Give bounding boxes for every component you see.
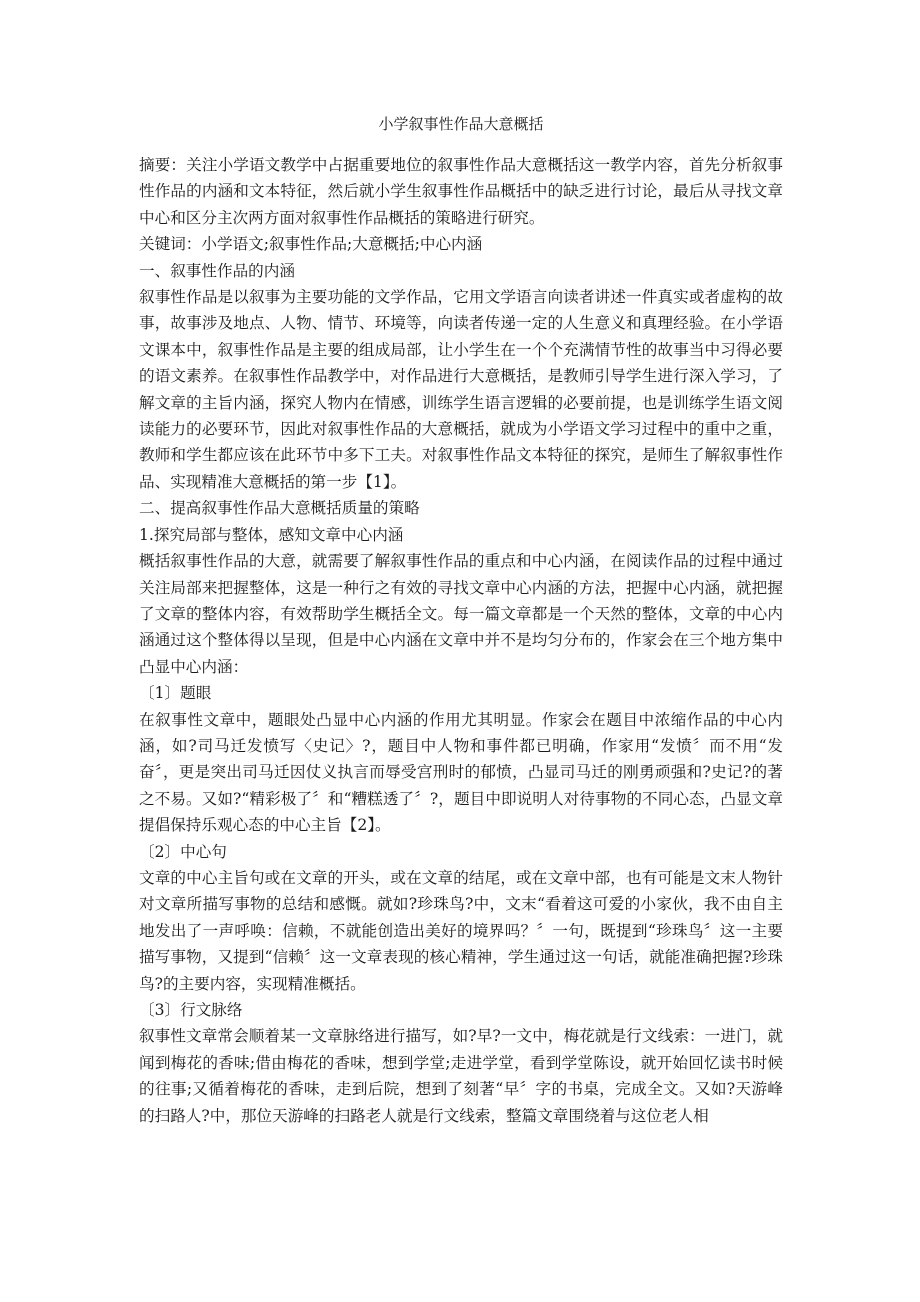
point-3-heading: 〔3〕行文脉络 bbox=[139, 1001, 243, 1019]
document-page bbox=[139, 112, 783, 1129]
abstract-paragraph: 摘要：关注小学语文教学中占据重要地位的叙事性作品大意概括这一教学内容，首先分析叙事性作品的内涵和文本特征，然后就小学生叙事性作品概括中的缺乏进行讨论，最后从寻找文章中心和区分主次两方面对叙事性作品概括的策略进行研究。 bbox=[139, 156, 783, 227]
point-1-heading: 〔1〕题眼 bbox=[139, 684, 212, 703]
document-title: 小学叙事性作品大意概括 bbox=[378, 115, 544, 133]
keywords-line: 关键词：小学语文;叙事性作品;大意概括;中心内涵 bbox=[139, 235, 483, 254]
point-1-paragraph: 在叙事性文章中，题眼处凸显中心内涵的作用尤其明显。作家会在题目中浓缩作品的中心内涵，如?司马迁发愤写〈史记〉?，题目中人物和事件都已明确，作家用“发愤〞而不用“发奋〞，更是突出司马迁因仗义执言而辱受宫刑时的郁愤，凸显司马迁的刚勇顽强和?史记?的著之不易。又如?“精彩极了〞和“糟糕透了〞?，题目中即说明人对待事物的不同心态，凸显文章提倡保持乐观心态的中心主旨【2】。 bbox=[139, 710, 783, 835]
section-1-paragraph: 叙事性作品是以叙事为主要功能的文学作品，它用文学语言向读者讲述一件真实或者虚构的故事，故事涉及地点、人物、情节、环境等，向读者传递一定的人生意义和真理经验。在小学语文课本中，叙事性作品是主要的组成局部，让小学生在一个个充满情节性的故事当中习得必要的语文素养。在叙事性作品教学中，对作品进行大意概括，是教师引导学生进行深入学习，了解文章的主旨内涵，探究人物内在情感，训练学生语言逻辑的必要前提，也是训练学生语文阅读能力的必要环节，因此对叙事性作品的大意概括，就成为小学语文学习过程中的重中之重，教师和学生都应该在此环节中多下工夫。对叙事性作品文本特征的探究，是师生了解叙事性作品、实现精准大意概括的第一步【1】。 bbox=[139, 288, 783, 491]
point-2-heading: 〔2〕中心句 bbox=[139, 842, 227, 861]
section-1-heading: 一、叙事性作品的内涵 bbox=[139, 261, 295, 280]
subsection-1-heading: 1.探究局部与整体，感知文章中心内涵 bbox=[139, 525, 404, 544]
subsection-1-paragraph: 概括叙事性作品的大意，就需要了解叙事性作品的重点和中心内涵，在阅读作品的过程中通过关注局部来把握整体，这是一种行之有效的寻找文章中心内涵的方法，把握中心内涵，就把握了文章的整体内容，有效帮助学生概括全文。每一篇文章都是一个天然的整体，文章的中心内涵通过这个整体得以呈现，但是中心内涵在文章中并不是均匀分布的，作家会在三个地方集中凸显中心内涵： bbox=[139, 552, 783, 676]
section-2-heading: 二、提高叙事性作品大意概括质量的策略 bbox=[139, 499, 420, 518]
point-3-paragraph: 叙事性文章常会顺着某一文章脉络进行描写，如?早?一文中，梅花就是行文线索：一进门，就闻到梅花的香味;借由梅花的香味，想到学堂;走进学堂，看到学堂陈设，就开始回忆读书时候的往事;又循着梅花的香味，走到后院，想到了刻著“早〞字的书桌，完成全文。又如?天游峰的扫路人?中，那位天游峰的扫路老人就是行文线索，整篇文章围绕着与这位老人相 bbox=[139, 1027, 783, 1125]
point-2-paragraph: 文章的中心主旨句或在文章的开头，或在文章的结尾，或在文章中部，也有可能是文末人物针对文章所描写事物的总结和感慨。就如?珍珠鸟?中，文末“看着这可爱的小家伙，我不由自主地发出了一声呼唤：信赖，不就能创造出美好的境界吗？〞一句，既提到“珍珠鸟〞这一主要描写事物，又提到“信赖〞这一文章表现的核心精神，学生通过这一句话，就能准确把握?珍珠鸟?的主要内容，实现精准概括。 bbox=[139, 868, 783, 993]
